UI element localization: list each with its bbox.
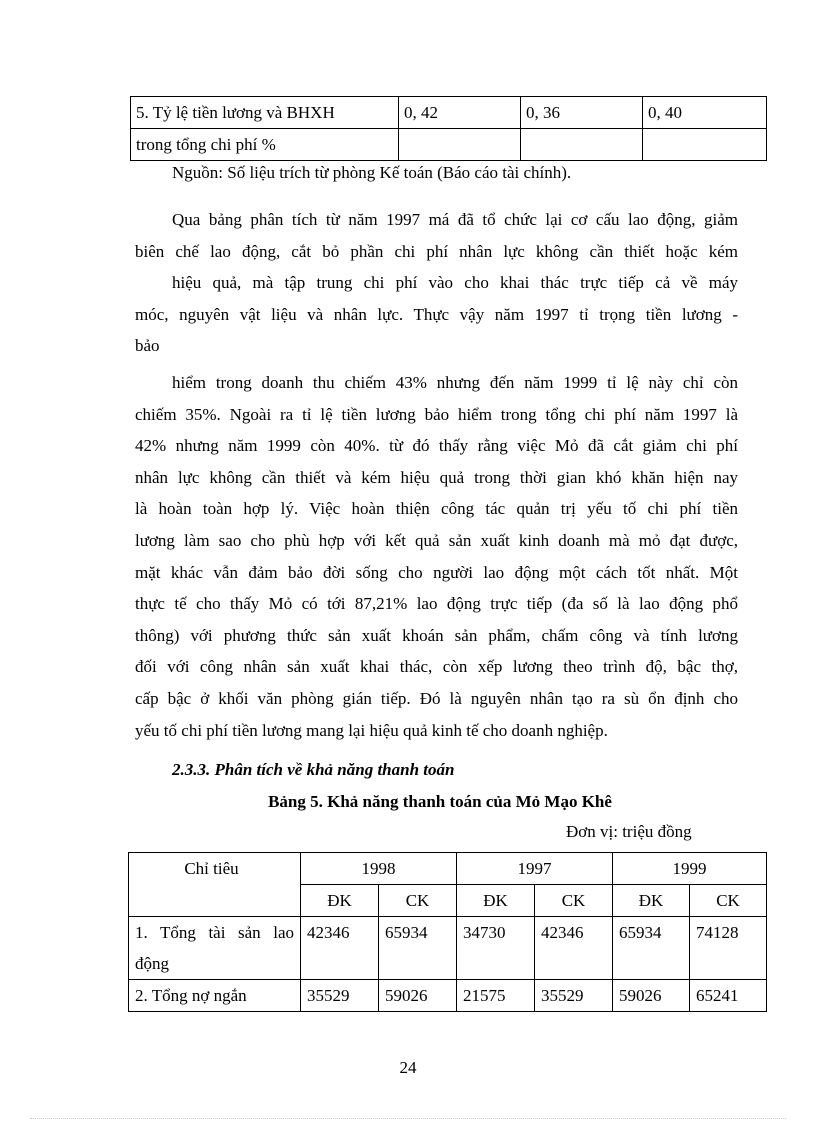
- row-label-line: 2. Tổng nợ ngắn: [135, 986, 247, 1005]
- sub-header: ĐK: [301, 885, 379, 917]
- row-label-line: 1. Tổng tài sản lao: [135, 923, 294, 942]
- wage-ratio-table: [130, 96, 767, 161]
- sub-header: CK: [690, 885, 767, 917]
- table-cell: 42346: [301, 917, 379, 980]
- paragraph-line: chiếm 35%. Ngoài ra tỉ lệ tiền lương bảo hiểm trong tổng chi phí năm 1997 là: [135, 404, 738, 424]
- table-cell: 34730: [457, 917, 535, 980]
- table-cell: [643, 129, 767, 161]
- paragraph-line: thông) với phương thức sản xuất khoán sản phẩm, chấm công và tính lương: [135, 625, 738, 645]
- paragraph-line: thực tế cho thấy Mỏ có tới 87,21% lao động trực tiếp (đa số là lao động phổ: [135, 594, 738, 614]
- table-cell: 0, 40: [643, 97, 767, 129]
- sub-header: CK: [379, 885, 457, 917]
- table-cell: trong tổng chi phí %: [131, 129, 399, 161]
- table-cell: 74128: [690, 917, 767, 980]
- table-cell: [521, 129, 643, 161]
- table-cell: 0, 36: [521, 97, 643, 129]
- source-note: Nguồn: Số liệu trích từ phòng Kế toán (Báo cáo tài chính).: [172, 163, 572, 182]
- table-row: [131, 129, 767, 161]
- table-header-row: [129, 853, 767, 885]
- table-cell: [399, 129, 521, 161]
- paragraph-line: móc, nguyên vật liệu và nhân lực. Thực vậy năm 1997 tỉ trọng tiền lương -: [135, 304, 738, 324]
- year-header: 1997: [457, 853, 613, 885]
- paragraph-2: [135, 367, 738, 746]
- paragraph-1: [135, 204, 738, 362]
- row-label: [129, 917, 301, 980]
- paragraph-line: cấp bậc ở khối văn phòng gián tiếp. Đó là nguyên nhân tạo ra sù ổn định cho: [135, 688, 738, 708]
- sub-header: ĐK: [613, 885, 690, 917]
- table-cell: 65934: [379, 917, 457, 980]
- table-caption: Bảng 5. Khả năng thanh toán của Mỏ Mạo Khê: [268, 792, 612, 811]
- sub-header: CK: [535, 885, 613, 917]
- paragraph-line: biên chế lao động, cắt bỏ phần chi phí nhân lực không cần thiết hoặc kém: [135, 241, 738, 261]
- table-cell: 35529: [301, 980, 379, 1012]
- paragraph-line: nhân lực không cần thiết và kém hiệu quả trong thời gian khó khăn hiện nay: [135, 467, 738, 487]
- row-label-line: động: [135, 954, 169, 973]
- paragraph-line: 42% nhưng năm 1999 còn 40%. từ đó thấy rằng việc Mỏ đã cắt giảm chi phí: [135, 436, 738, 456]
- solvency-table: [128, 852, 767, 1012]
- unit-label: Đơn vị: triệu đồng: [566, 822, 692, 841]
- section-heading: 2.3.3. Phân tích về khả năng thanh toán: [172, 760, 455, 779]
- table-row: [129, 917, 767, 980]
- table-cell: 65934: [613, 917, 690, 980]
- paragraph-line: bảo: [135, 336, 160, 356]
- paragraph-line: đối với công nhân sản xuất khai thác, còn xếp lương theo trình độ, bậc thợ,: [135, 657, 738, 677]
- paragraph-line: mặt khác vẫn đảm bảo đời sống cho người lao động một cách tốt nhất. Một: [135, 562, 738, 582]
- table-row: [131, 97, 767, 129]
- table-cell: 59026: [379, 980, 457, 1012]
- table-cell: 5. Tỷ lệ tiền lương và BHXH: [131, 97, 399, 129]
- paragraph-line: yếu tố chi phí tiền lương mang lại hiệu quả kinh tế cho doanh nghiệp.: [135, 720, 608, 740]
- year-header: 1998: [301, 853, 457, 885]
- paragraph-line: lương làm sao cho phù hợp với kết quả sản xuất kinh doanh mà mỏ đạt được,: [135, 530, 738, 550]
- footer-divider: [30, 1118, 786, 1119]
- paragraph-line: hiệu quả, mà tập trung chi phí vào cho khai thác trực tiếp cả về máy: [172, 273, 738, 293]
- paragraph-line: là hoàn toàn hợp lý. Việc hoàn thiện công tác quản trị yếu tố chi phí tiền: [135, 499, 738, 519]
- table-row: [129, 980, 767, 1012]
- page-number: 24: [399, 1058, 417, 1077]
- table-cell: 65241: [690, 980, 767, 1012]
- table-cell: 35529: [535, 980, 613, 1012]
- paragraph-line: Qua bảng phân tích từ năm 1997 má đã tổ chức lại cơ cấu lao động, giảm: [172, 210, 738, 229]
- column-header: Chỉ tiêu: [129, 853, 301, 917]
- year-header: 1999: [613, 853, 767, 885]
- table-cell: 59026: [613, 980, 690, 1012]
- table-cell: 21575: [457, 980, 535, 1012]
- paragraph-line: hiểm trong doanh thu chiếm 43% nhưng đến năm 1999 tỉ lệ này chỉ còn: [172, 373, 738, 392]
- sub-header: ĐK: [457, 885, 535, 917]
- table-cell: 42346: [535, 917, 613, 980]
- table-cell: 0, 42: [399, 97, 521, 129]
- row-label: [129, 980, 301, 1012]
